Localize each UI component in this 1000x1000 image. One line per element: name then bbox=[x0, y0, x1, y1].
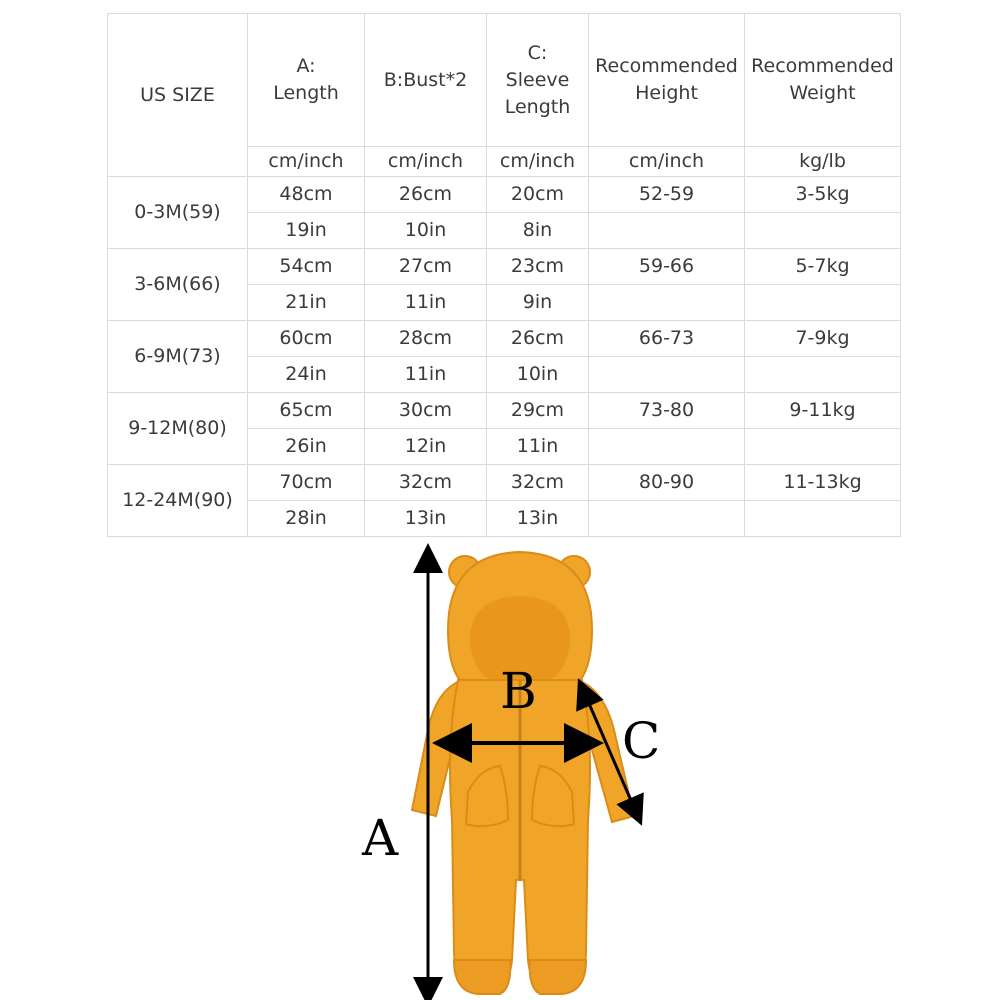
sleeve-cm: 26cm bbox=[487, 321, 589, 357]
table-row bbox=[108, 177, 901, 213]
size-cell: 0-3M(59) bbox=[108, 177, 248, 249]
size-cell: 12-24M(90) bbox=[108, 465, 248, 537]
romper-illustration bbox=[340, 540, 680, 1000]
size-cell: 6-9M(73) bbox=[108, 321, 248, 393]
bust-cm: 28cm bbox=[365, 321, 487, 357]
weight-range: 5-7kg bbox=[745, 249, 901, 285]
bust-in: 10in bbox=[365, 213, 487, 249]
length-in: 24in bbox=[248, 357, 365, 393]
header-row bbox=[108, 14, 901, 147]
sleeve-in: 8in bbox=[487, 213, 589, 249]
bust-in: 13in bbox=[365, 501, 487, 537]
unit-sleeve: cm/inch bbox=[487, 147, 589, 177]
height-range: 52-59 bbox=[589, 177, 745, 213]
empty-cell bbox=[745, 213, 901, 249]
length-label: A bbox=[362, 809, 399, 867]
bust-label: B bbox=[500, 662, 537, 720]
unit-length: cm/inch bbox=[248, 147, 365, 177]
sleeve-in: 9in bbox=[487, 285, 589, 321]
height-range: 66-73 bbox=[589, 321, 745, 357]
table-row bbox=[108, 321, 901, 357]
length-in: 28in bbox=[248, 501, 365, 537]
sleeve-cm: 20cm bbox=[487, 177, 589, 213]
size-cell: 9-12M(80) bbox=[108, 393, 248, 465]
empty-cell bbox=[745, 285, 901, 321]
bust-cm: 30cm bbox=[365, 393, 487, 429]
empty-cell bbox=[589, 285, 745, 321]
header-length: A: Length bbox=[248, 14, 365, 147]
length-in: 26in bbox=[248, 429, 365, 465]
weight-range: 11-13kg bbox=[745, 465, 901, 501]
romper-body bbox=[412, 552, 634, 994]
length-cm: 60cm bbox=[248, 321, 365, 357]
header-sleeve-length: C: Sleeve Length bbox=[487, 14, 589, 147]
header-bust: B:Bust*2 bbox=[365, 14, 487, 147]
length-cm: 70cm bbox=[248, 465, 365, 501]
empty-cell bbox=[589, 429, 745, 465]
size-chart-table bbox=[107, 13, 901, 537]
empty-cell bbox=[745, 429, 901, 465]
empty-cell bbox=[589, 213, 745, 249]
unit-weight: kg/lb bbox=[745, 147, 901, 177]
unit-bust: cm/inch bbox=[365, 147, 487, 177]
length-cm: 65cm bbox=[248, 393, 365, 429]
table-row bbox=[108, 249, 901, 285]
table-row bbox=[108, 393, 901, 429]
sleeve-in: 11in bbox=[487, 429, 589, 465]
bust-cm: 27cm bbox=[365, 249, 487, 285]
length-in: 19in bbox=[248, 213, 365, 249]
header-recommended-weight: Recommended Weight bbox=[745, 14, 901, 147]
weight-range: 3-5kg bbox=[745, 177, 901, 213]
bust-cm: 26cm bbox=[365, 177, 487, 213]
left-foot bbox=[454, 960, 510, 994]
bust-in: 11in bbox=[365, 357, 487, 393]
empty-cell bbox=[745, 357, 901, 393]
bust-in: 12in bbox=[365, 429, 487, 465]
unit-height: cm/inch bbox=[589, 147, 745, 177]
empty-cell bbox=[745, 501, 901, 537]
sleeve-cm: 29cm bbox=[487, 393, 589, 429]
length-cm: 54cm bbox=[248, 249, 365, 285]
sleeve-in: 13in bbox=[487, 501, 589, 537]
empty-cell bbox=[589, 357, 745, 393]
bust-in: 11in bbox=[365, 285, 487, 321]
length-in: 21in bbox=[248, 285, 365, 321]
sleeve-cm: 23cm bbox=[487, 249, 589, 285]
height-range: 59-66 bbox=[589, 249, 745, 285]
size-cell: 3-6M(66) bbox=[108, 249, 248, 321]
table-row bbox=[108, 465, 901, 501]
empty-cell bbox=[589, 501, 745, 537]
header-recommended-height: Recommended Height bbox=[589, 14, 745, 147]
header-us-size: US SIZE bbox=[108, 14, 248, 177]
right-foot bbox=[530, 960, 586, 994]
sleeve-cm: 32cm bbox=[487, 465, 589, 501]
garment-measurement-diagram bbox=[340, 540, 680, 1000]
height-range: 73-80 bbox=[589, 393, 745, 429]
sleeve-label: C bbox=[622, 712, 661, 770]
sleeve-in: 10in bbox=[487, 357, 589, 393]
weight-range: 7-9kg bbox=[745, 321, 901, 357]
bust-cm: 32cm bbox=[365, 465, 487, 501]
weight-range: 9-11kg bbox=[745, 393, 901, 429]
height-range: 80-90 bbox=[589, 465, 745, 501]
length-cm: 48cm bbox=[248, 177, 365, 213]
